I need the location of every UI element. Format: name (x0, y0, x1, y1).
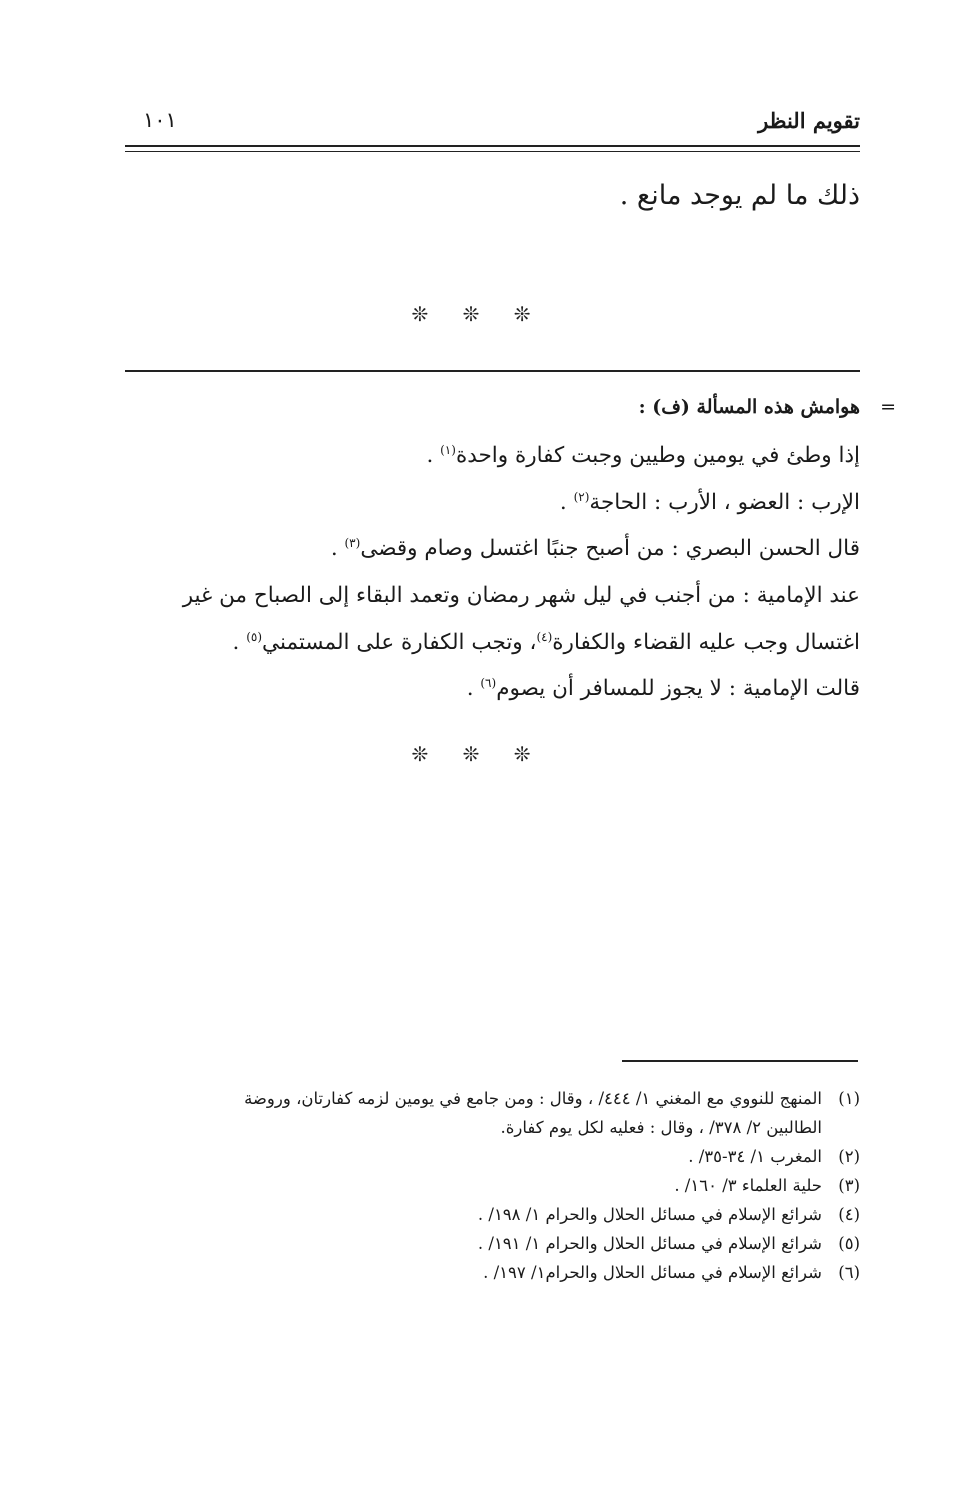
footnote-number: (٦) (838, 1263, 860, 1282)
footnote-ref: (٢) (573, 489, 590, 504)
running-title: تقويم النظر (758, 108, 860, 133)
footnote-text: حلية العلماء ٣/ ١٦٠/ . (674, 1176, 822, 1195)
header-rule-bottom (125, 151, 860, 152)
margin-text: قالت الإمامية : لا يجوز للمسافر أن يصوم (496, 676, 860, 702)
margin-tail: . (232, 629, 247, 655)
page-header (125, 108, 860, 144)
footnote-ref: (١) (440, 443, 456, 457)
margin-line-4 (125, 570, 860, 617)
stars-separator-bottom: ❊ ❊ ❊ (411, 742, 545, 766)
margin-tail: . (559, 489, 574, 515)
margin-tail: . (466, 676, 481, 702)
margin-line-1 (125, 430, 860, 477)
footnotes (120, 1084, 860, 1287)
stars-separator-top: ❊ ❊ ❊ (411, 302, 545, 326)
footnote-ref: (٦) (480, 676, 497, 691)
footnote-number: (٥) (838, 1234, 860, 1253)
margins-title-text: هوامش هذه المسألة (ف) : (638, 396, 860, 418)
header-rule-top (125, 145, 860, 147)
continuation-dash: = (880, 396, 896, 418)
footnote-1-continuation: الطالبين ٢/ ٣٧٨/ ، وقال : فعليه لكل يوم كفارة. (500, 1118, 822, 1137)
section-divider (125, 370, 860, 372)
footnote-4 (120, 1200, 860, 1229)
margin-text: اغتسال وجب عليه القضاء والكفارة (552, 629, 860, 655)
margin-text: الإرب : العضو ، الأرب : الحاجة (589, 489, 860, 515)
margin-line-6 (125, 663, 860, 710)
footnote-rule (622, 1060, 858, 1062)
margins-section (125, 392, 896, 710)
margin-line-5 (125, 617, 860, 664)
footnote-number: (٣) (838, 1176, 860, 1195)
footnote-text: شرائع الإسلام في مسائل الحلال والحرام ١/ ١٩١/ . (477, 1234, 822, 1253)
margin-text: قال الحسن البصري : من أصبح جنبًا اغتسل وصام وقضى (360, 536, 860, 562)
margin-tail: . (330, 536, 345, 562)
footnote-2 (120, 1142, 860, 1171)
footnote-number: (٤) (838, 1205, 860, 1224)
margin-tail: . (426, 443, 441, 469)
margins-title (125, 392, 896, 430)
footnote-1 (120, 1084, 860, 1113)
footnote-text: المغرب ١/ ٣٤-٣٥/ . (688, 1147, 822, 1166)
footnote-text: المنهج للنووي مع المغني ١/ ٤٤٤/ ، وقال : ومن جامع في يومين لزمه كفارتان، وروضة (244, 1089, 822, 1108)
margin-line-3 (125, 523, 860, 570)
footnote-number: (٢) (838, 1147, 860, 1166)
footnote-5 (120, 1229, 860, 1258)
footnote-ref: (٥) (246, 629, 263, 644)
footnote-6 (120, 1258, 860, 1287)
margin-tail: ، وتجب الكفارة على المستمني (262, 629, 537, 655)
footnote-number: (١) (838, 1089, 860, 1108)
margin-text: عند الإمامية : من أجنب في ليل شهر رمضان وتعمد البقاء إلى الصباح من غير (182, 583, 860, 609)
footnote-text: شرائع الإسلام في مسائل الحلال والحرام ١/ ١٩٨/ . (477, 1205, 822, 1224)
footnote-3 (120, 1171, 860, 1200)
margin-line-2 (125, 477, 860, 524)
page-number: ١٠١ (143, 108, 177, 132)
body-paragraph: ذلك ما لم يوجد مانع . (619, 180, 860, 211)
footnote-ref: (٤) (536, 629, 553, 644)
footnote-text: شرائع الإسلام في مسائل الحلال والحرام١/ ١٩٧/ . (483, 1263, 822, 1282)
margin-text: إذا وطئ في يومين وطيين وجبت كفارة واحدة (455, 443, 860, 469)
footnote-ref: (٣) (344, 536, 361, 551)
